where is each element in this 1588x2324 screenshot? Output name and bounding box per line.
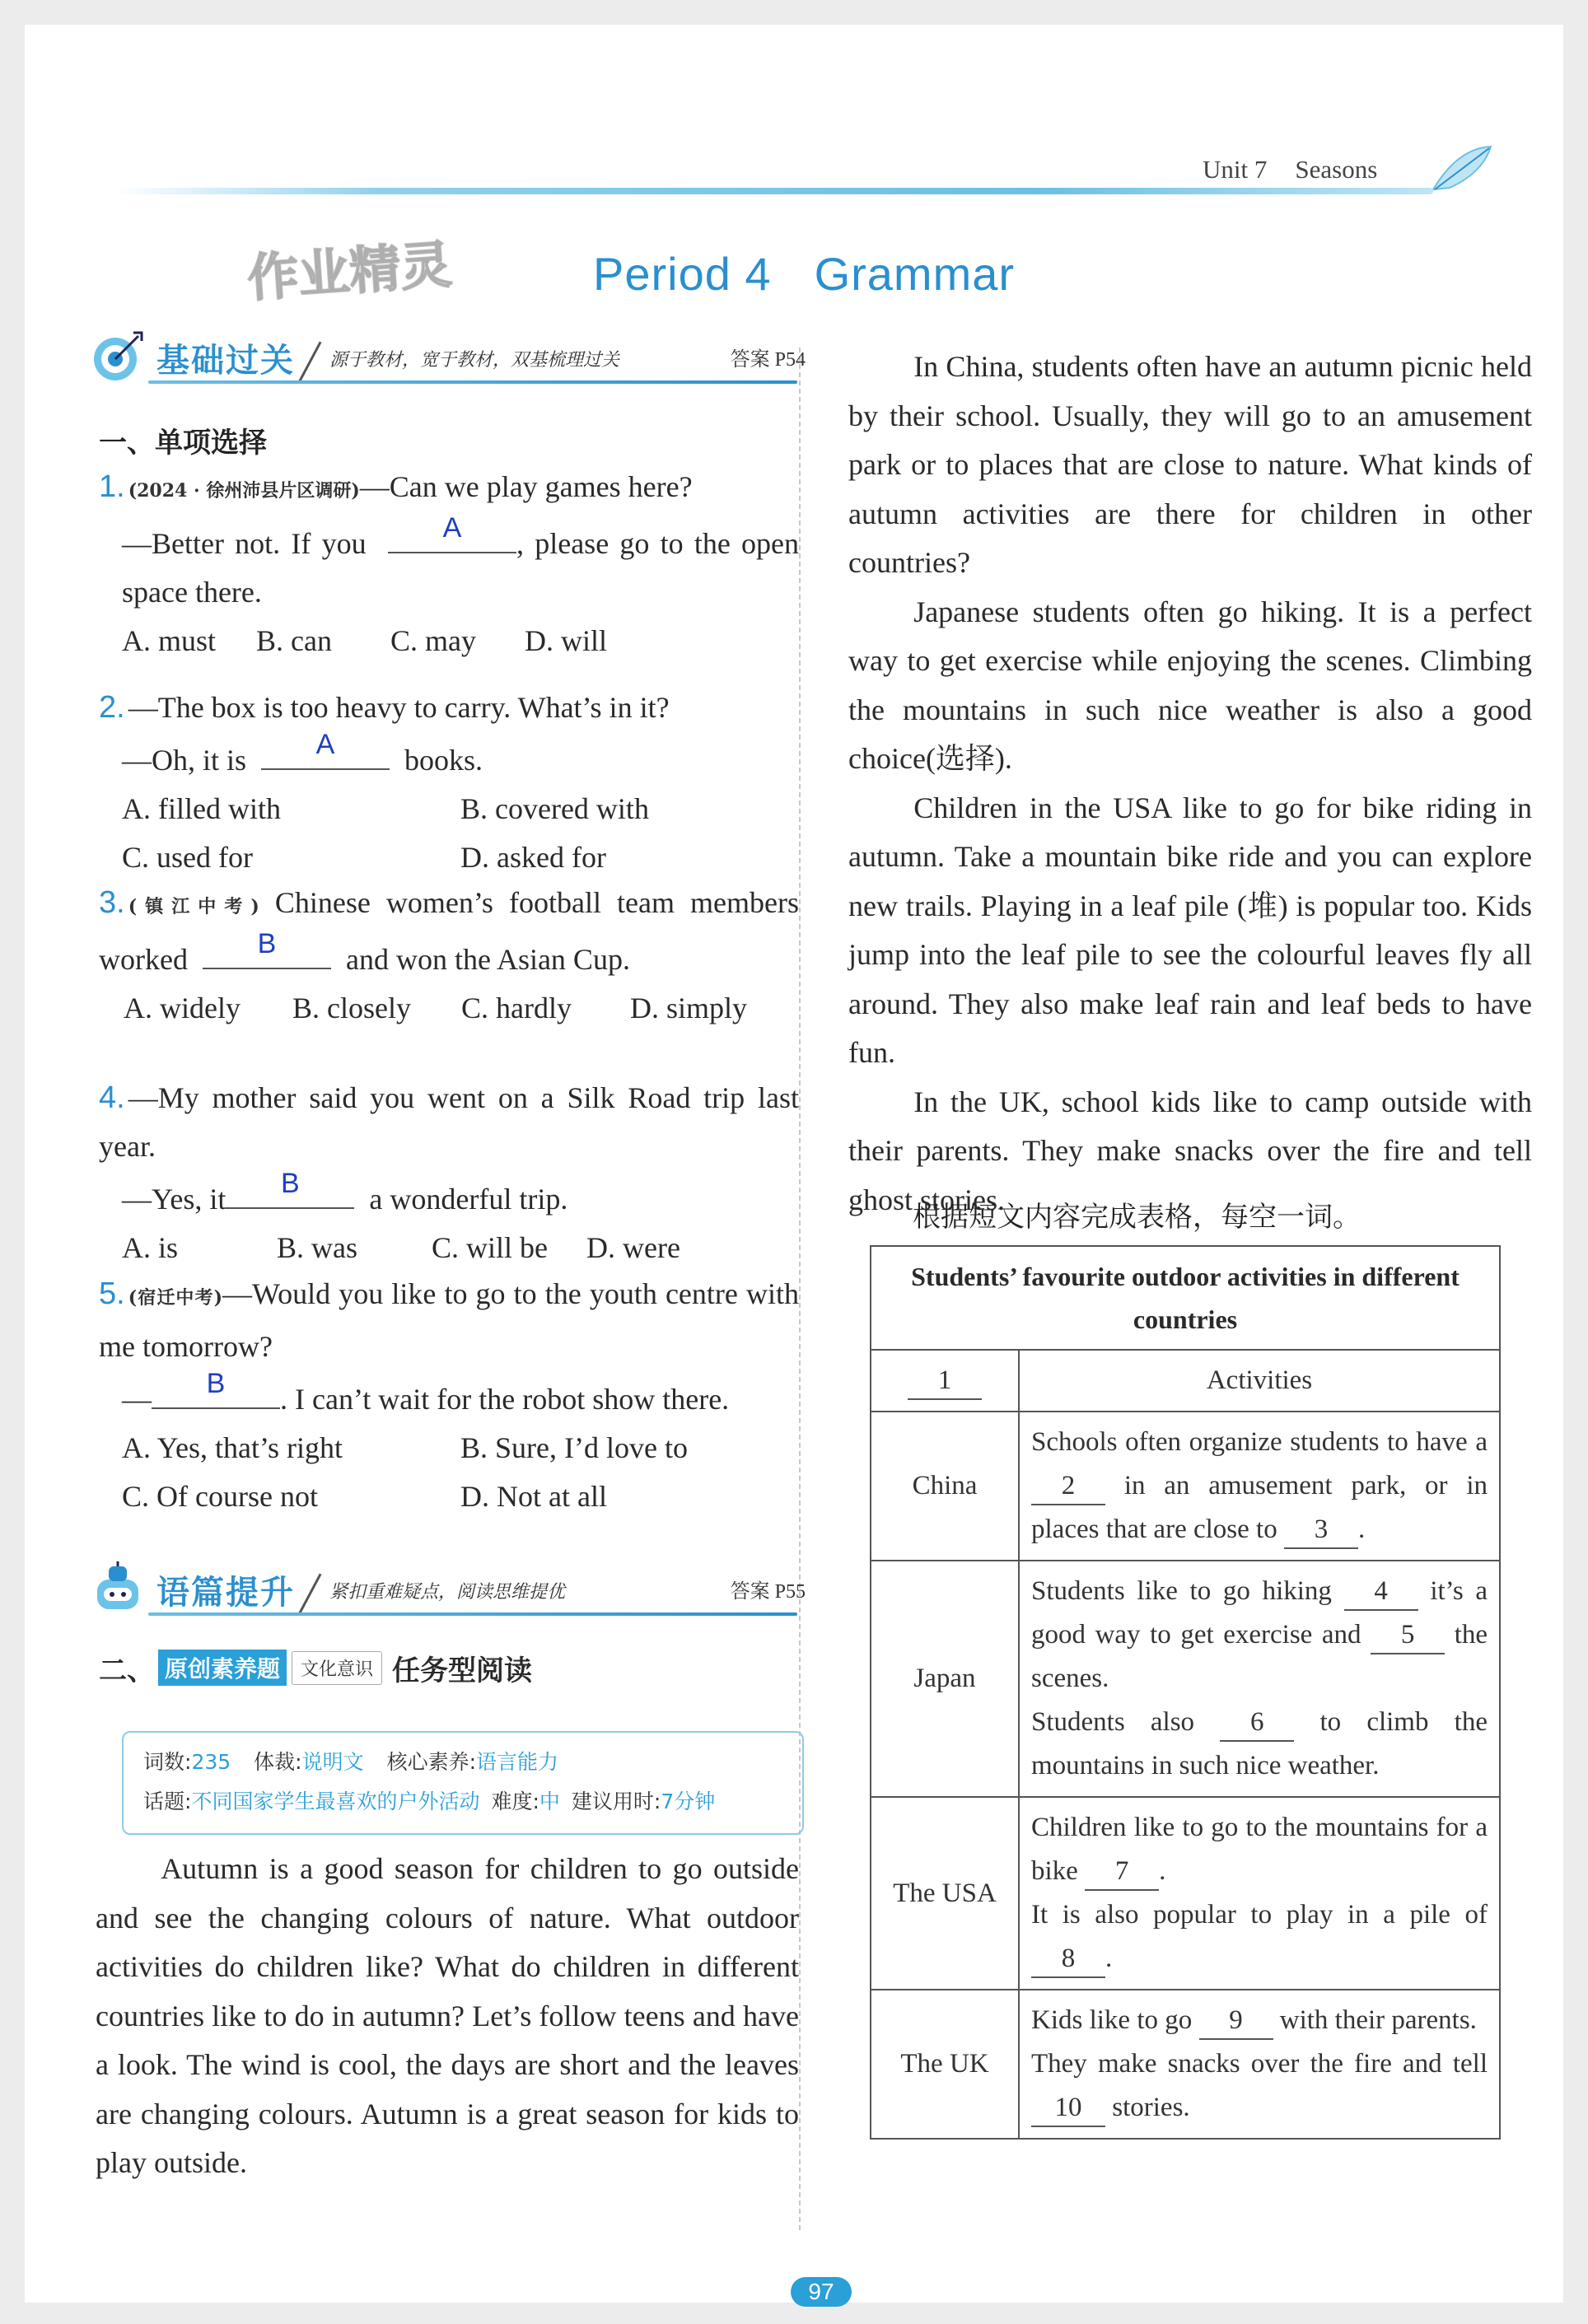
info-label: 核心素养: [386, 1750, 477, 1774]
options [99, 1472, 799, 1521]
answer-text: A [442, 512, 462, 544]
info-value: 说明文 [301, 1750, 364, 1774]
header-rule [115, 188, 1433, 194]
leaf-deco-icon [1425, 140, 1499, 198]
info-value: 7分钟 [661, 1790, 716, 1813]
page [25, 25, 1563, 2303]
answer-text: B [206, 1368, 226, 1399]
question-stem: . I can’t wait for the robot show there. [280, 1383, 730, 1416]
reading-type: 任务型阅读 [392, 1654, 533, 1687]
section2-subtitle: 紧扣重难疑点，阅读思维提优 [329, 1582, 566, 1603]
cell-text: it’s a good way to get exercise and [1031, 1576, 1488, 1650]
info-value: 中 [539, 1790, 560, 1813]
option[interactable]: C. hardly [461, 992, 572, 1024]
question-stem: —Yes, it [122, 1183, 227, 1216]
blank-5[interactable]: 5 [1371, 1617, 1445, 1654]
banner-underline [148, 1612, 797, 1616]
question-number: 3. [99, 885, 125, 920]
options [99, 785, 799, 833]
page-title [593, 247, 1015, 301]
blank-10[interactable]: 10 [1031, 2089, 1105, 2127]
section2-number: 二、 [99, 1654, 155, 1687]
option[interactable]: A. widely [124, 992, 241, 1024]
info-value: 不同国家学生最喜欢的户外活动 [191, 1790, 480, 1813]
question-1 [99, 463, 799, 665]
page-number: 97 [791, 2277, 852, 2307]
cell-text: . [1159, 1856, 1166, 1886]
option[interactable]: C. may [390, 624, 476, 657]
option[interactable]: D. asked for [460, 841, 606, 874]
activity-cell [1019, 1797, 1500, 1990]
answer-blank[interactable] [261, 729, 390, 770]
banner-slash [298, 341, 321, 381]
question-source: (2024 · 徐州沛县片区调研) [128, 480, 360, 502]
option[interactable]: B. was [277, 1231, 357, 1264]
cell-text: They make snacks over the fire and tell [1031, 2049, 1488, 2079]
section1-answer-ref: 答案 P54 [730, 349, 806, 371]
passage-info-box [122, 1731, 804, 1835]
question-stem: and won the Asian Cup. [345, 943, 630, 976]
option[interactable]: C. used for [122, 841, 253, 874]
option[interactable]: A. must [122, 624, 217, 657]
option[interactable]: B. closely [292, 992, 411, 1024]
section1-subtitle: 源于教材，宽于教材，双基梳理过关 [329, 350, 620, 371]
option[interactable]: B. can [256, 624, 332, 657]
activity-cell [1019, 1561, 1500, 1797]
blank-6[interactable]: 6 [1220, 1704, 1294, 1742]
question-number: 5. [99, 1276, 125, 1311]
info-label: 建议用时: [571, 1790, 661, 1813]
cell-text: Kids like to go [1031, 2005, 1193, 2035]
period-label: Period 4 [593, 248, 772, 300]
blank-2[interactable]: 2 [1031, 1468, 1105, 1505]
option[interactable]: A. filled with [122, 792, 281, 825]
question-stem: —The box is too heavy to carry. What’s in it? [128, 691, 670, 724]
blank-4[interactable]: 4 [1344, 1573, 1418, 1611]
section1-banner [91, 329, 806, 404]
blank-7[interactable]: 7 [1085, 1853, 1159, 1891]
question-number: 2. [99, 690, 125, 725]
cell-text: the scenes. [1031, 1620, 1488, 1693]
option[interactable]: A. is [122, 1231, 179, 1264]
question-stem: —Would you like to go to the youth centre with me tomorrow? [99, 1277, 799, 1363]
options [99, 1224, 741, 1272]
options [99, 833, 799, 882]
option[interactable]: D. will [525, 624, 608, 657]
info-label: 难度: [491, 1790, 539, 1813]
cell-text: . [1105, 1944, 1113, 1973]
question-source: (镇江中考) [128, 896, 259, 917]
blank-3[interactable]: 3 [1284, 1511, 1358, 1549]
cell-text: . [1357, 1514, 1366, 1544]
question-5 [99, 1270, 799, 1521]
country-cell: Japan [871, 1561, 1019, 1797]
options [99, 984, 799, 1033]
answer-text: B [281, 1168, 300, 1199]
option[interactable]: B. covered with [460, 792, 649, 825]
robot-icon [91, 1561, 145, 1616]
question-stem: , please go to the open space there. [122, 527, 799, 609]
passage-paragraph: Autumn is a good season for children to go outside and see the changing colours of nature. What outdoor activities do children like? What do children in different countries like to do in autumn? Let’s follow teens and have a look. The wind is cool, the days are short and the leaves are changing colours. Autumn is a great season for kids to play outside. [96, 1852, 799, 2179]
answer-text: A [315, 729, 335, 760]
cell-text: Children like to go to the mountains for a bike [1031, 1813, 1488, 1886]
question-source: (宿迁中考) [128, 1287, 223, 1309]
title-name: Grammar [814, 248, 1016, 300]
watermark: 作业精灵 [245, 234, 454, 309]
section2-answer-ref: 答案 P55 [730, 1581, 806, 1603]
banner-slash [298, 1573, 321, 1613]
passage-right [848, 343, 1532, 1225]
cell-text: It is also popular to play in a pile of [1031, 1900, 1488, 1930]
section1-title: 基础过关 [156, 342, 295, 380]
info-label: 体裁: [254, 1750, 302, 1774]
answer-text: B [257, 928, 277, 959]
country-cell: The USA [871, 1797, 1019, 1990]
blank-9[interactable]: 9 [1199, 2002, 1273, 2040]
option[interactable]: B. Sure, I’d love to [460, 1431, 688, 1464]
activity-cell [1019, 1990, 1500, 2139]
option[interactable]: C. Of course not [122, 1480, 318, 1513]
passage-paragraph: Japanese students often go hiking. It is a perfect way to get exercise while enjoying the scenes. Climbing the mountains in such nice weather is also a good choice(选择). [848, 595, 1532, 775]
question-2 [99, 684, 799, 882]
answer-blank[interactable] [226, 1168, 354, 1209]
option[interactable]: C. will be [432, 1231, 548, 1264]
passage-paragraph: Children in the USA like to go for bike riding in autumn. Take a mountain bike ride and you can explore new trails. Playing in a leaf pile (堆) is popular too. Kids jump into the leaf pile to see the colourful leaves fly all around. They also make leaf rain and leaf beds to have fun. [848, 791, 1532, 1069]
culture-tag: 文化意识 [292, 1651, 382, 1685]
table-row [871, 1561, 1500, 1797]
info-label: 话题: [143, 1790, 192, 1813]
option[interactable]: D. were [586, 1231, 680, 1264]
answer-blank[interactable] [152, 1368, 280, 1409]
table-row [871, 1412, 1500, 1561]
question-stem: Chinese women’s football team members worked [99, 886, 799, 976]
passage-paragraph: In the UK, school kids like to camp outside with their parents. They make snacks over the fire and tell ghost stories. [848, 1085, 1532, 1216]
question-4 [99, 1074, 799, 1272]
table-instruction: 根据短文内容完成表格，每空一词。 [913, 1201, 1361, 1234]
info-value: 235 [191, 1750, 231, 1774]
option[interactable]: D. simply [630, 992, 748, 1024]
section2-title: 语篇提升 [156, 1574, 295, 1612]
question-stem: — [122, 1383, 152, 1416]
original-tag: 原创素养题 [158, 1650, 287, 1686]
unit-label: Unit 7 [1203, 155, 1268, 184]
options [99, 1424, 799, 1472]
question-stem: a wonderful trip. [369, 1183, 568, 1216]
table-title: Students’ favourite outdoor activities in different countries [871, 1246, 1500, 1350]
table-row [871, 1990, 1500, 2139]
cell-text: Schools often organize students to have a [1031, 1427, 1488, 1457]
question-stem: —Oh, it is [122, 744, 247, 777]
banner-underline [148, 380, 797, 384]
table-header-cell [871, 1350, 1019, 1412]
cell-text: with their parents. [1279, 2005, 1477, 2035]
running-header [1203, 155, 1405, 184]
question-3 [99, 879, 799, 1033]
column-divider [799, 348, 801, 2230]
cell-text: Students like to go hiking [1031, 1576, 1332, 1606]
question-stem: —My mother said you went on a Silk Road trip last year. [99, 1081, 799, 1163]
country-cell: The UK [871, 1990, 1019, 2139]
blank-1[interactable]: 1 [908, 1362, 982, 1400]
table-row [871, 1797, 1500, 1990]
section2-banner [91, 1561, 806, 1636]
answer-blank[interactable] [203, 928, 331, 969]
activity-cell [1019, 1412, 1500, 1561]
table-header-cell: Activities [1019, 1350, 1500, 1412]
question-number: 1. [99, 469, 125, 504]
topic-label: Seasons [1295, 155, 1378, 184]
section2-heading [99, 1649, 532, 1687]
options [99, 617, 659, 665]
cell-text: Students also [1031, 1707, 1195, 1737]
blank-8[interactable]: 8 [1031, 1940, 1105, 1978]
option[interactable]: A. Yes, that’s right [122, 1431, 343, 1464]
answer-blank[interactable] [388, 512, 516, 553]
question-stem: —Better not. If you [122, 527, 367, 560]
cell-text: stories. [1112, 2093, 1190, 2122]
activities-table [870, 1245, 1501, 2140]
cell-text: to climb the mountains in such nice weather. [1031, 1707, 1488, 1780]
target-icon [91, 329, 145, 384]
info-value: 语言能力 [476, 1750, 559, 1774]
option[interactable]: D. Not at all [460, 1480, 607, 1513]
cell-text: in an amusement park, or in places that are close to [1031, 1471, 1488, 1544]
country-cell: China [871, 1412, 1019, 1561]
passage-paragraph: In China, students often have an autumn picnic held by their school. Usually, they will go to an amusement park or to places that are close to nature. What kinds of autumn activities are there for children in other countries? [848, 350, 1532, 579]
section1-heading: 一、单项选择 [99, 427, 267, 460]
passage-left [96, 1845, 799, 2188]
question-stem: —Can we play games here? [359, 470, 693, 503]
info-label: 词数: [143, 1750, 192, 1774]
question-number: 4. [99, 1080, 125, 1115]
question-stem: books. [404, 744, 483, 777]
